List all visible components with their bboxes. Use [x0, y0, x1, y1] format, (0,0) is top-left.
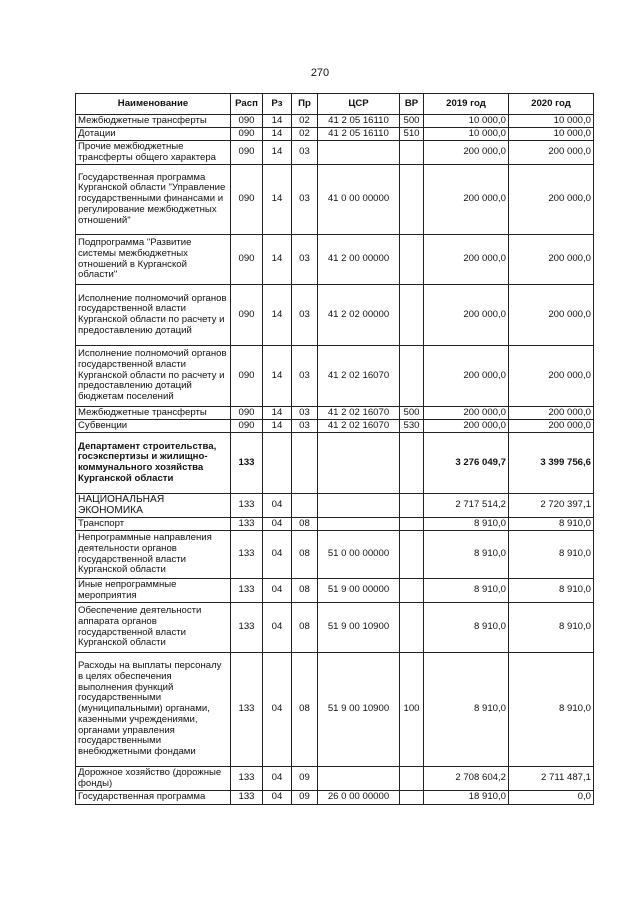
cell-2020: 8 910,0	[509, 518, 594, 531]
cell-name: Исполнение полномочий органов государственной власти Курганской области по расчету и предоставлению дотаций	[76, 285, 231, 346]
cell-rz: 14	[263, 346, 292, 407]
cell-2020: 8 910,0	[509, 603, 594, 653]
cell-rz: 04	[263, 603, 292, 653]
cell-rasp: 090	[231, 115, 263, 128]
cell-pr: 03	[292, 407, 318, 420]
cell-rasp: 090	[231, 346, 263, 407]
header-2020: 2020 год	[509, 94, 594, 115]
cell-vr	[400, 165, 424, 235]
cell-name: Прочие межбюджетные трансферты общего характера	[76, 141, 231, 165]
cell-2019: 200 000,0	[424, 346, 509, 407]
cell-rasp: 133	[231, 767, 263, 791]
cell-rz: 04	[263, 494, 292, 518]
cell-name: Межбюджетные трансферты	[76, 407, 231, 420]
cell-rasp: 090	[231, 165, 263, 235]
cell-csr: 51 0 00 00000	[318, 531, 400, 579]
cell-2019: 200 000,0	[424, 165, 509, 235]
cell-csr	[318, 518, 400, 531]
cell-vr	[400, 518, 424, 531]
cell-rz: 04	[263, 531, 292, 579]
cell-name: Подпрограмма "Развитие системы межбюджетных отношений в Курганской области"	[76, 235, 231, 285]
cell-vr	[400, 346, 424, 407]
cell-2020: 200 000,0	[509, 420, 594, 433]
cell-rasp: 090	[231, 141, 263, 165]
cell-pr: 09	[292, 791, 318, 805]
cell-name: Государственная программа	[76, 791, 231, 805]
cell-rz: 04	[263, 791, 292, 805]
cell-vr: 510	[400, 128, 424, 141]
cell-2019: 10 000,0	[424, 128, 509, 141]
cell-2019: 3 276 049,7	[424, 433, 509, 494]
cell-2019: 2 708 604,2	[424, 767, 509, 791]
cell-csr	[318, 767, 400, 791]
header-pr: Пр	[292, 94, 318, 115]
cell-name: Дотации	[76, 128, 231, 141]
table-body	[76, 115, 594, 805]
cell-2020: 200 000,0	[509, 407, 594, 420]
cell-pr: 03	[292, 141, 318, 165]
table-row	[76, 235, 594, 285]
table-row	[76, 791, 594, 805]
cell-2020: 200 000,0	[509, 235, 594, 285]
cell-rasp: 090	[231, 285, 263, 346]
header-rz: Рз	[263, 94, 292, 115]
cell-rz: 14	[263, 141, 292, 165]
cell-2019: 8 910,0	[424, 579, 509, 603]
cell-rasp: 090	[231, 128, 263, 141]
cell-rz: 14	[263, 420, 292, 433]
cell-2020: 200 000,0	[509, 141, 594, 165]
cell-csr: 41 2 02 16070	[318, 346, 400, 407]
cell-pr: 08	[292, 653, 318, 767]
header-2019: 2019 год	[424, 94, 509, 115]
table-row	[76, 653, 594, 767]
cell-vr	[400, 603, 424, 653]
table-row	[76, 407, 594, 420]
cell-2019: 200 000,0	[424, 420, 509, 433]
table-row	[76, 603, 594, 653]
cell-2019: 8 910,0	[424, 653, 509, 767]
cell-vr: 530	[400, 420, 424, 433]
cell-2020: 10 000,0	[509, 128, 594, 141]
table-header-row	[76, 94, 594, 115]
cell-vr	[400, 579, 424, 603]
cell-csr: 51 9 00 00000	[318, 579, 400, 603]
cell-vr	[400, 285, 424, 346]
cell-vr: 100	[400, 653, 424, 767]
cell-csr: 51 9 00 10900	[318, 603, 400, 653]
cell-pr	[292, 433, 318, 494]
cell-name: НАЦИОНАЛЬНАЯ ЭКОНОМИКА	[76, 494, 231, 518]
cell-name: Дорожное хозяйство (дорожные фонды)	[76, 767, 231, 791]
cell-pr: 08	[292, 518, 318, 531]
cell-rasp: 133	[231, 518, 263, 531]
cell-2019: 200 000,0	[424, 141, 509, 165]
cell-vr	[400, 531, 424, 579]
page-number: 270	[310, 67, 330, 79]
cell-csr: 41 2 02 16070	[318, 407, 400, 420]
cell-vr: 500	[400, 115, 424, 128]
cell-2020: 2 720 397,1	[509, 494, 594, 518]
cell-csr: 41 2 02 00000	[318, 285, 400, 346]
cell-rasp: 090	[231, 420, 263, 433]
table-row	[76, 579, 594, 603]
cell-2019: 8 910,0	[424, 518, 509, 531]
cell-name: Государственная программа Курганской области "Управление государственными финансами и регулирование межбюджетных отношений"	[76, 165, 231, 235]
cell-name: Обеспечение деятельности аппарата органов государственной власти Курганской области	[76, 603, 231, 653]
table-row	[76, 141, 594, 165]
cell-pr: 03	[292, 165, 318, 235]
cell-2020: 200 000,0	[509, 346, 594, 407]
table-row	[76, 165, 594, 235]
cell-2020: 0,0	[509, 791, 594, 805]
cell-2019: 2 717 514,2	[424, 494, 509, 518]
cell-rasp: 133	[231, 531, 263, 579]
cell-csr	[318, 141, 400, 165]
cell-pr: 03	[292, 346, 318, 407]
cell-2020: 8 910,0	[509, 579, 594, 603]
cell-rz: 14	[263, 115, 292, 128]
cell-rasp: 090	[231, 235, 263, 285]
budget-table	[75, 93, 594, 805]
cell-rz: 04	[263, 767, 292, 791]
cell-csr: 41 2 05 16110	[318, 128, 400, 141]
cell-2019: 10 000,0	[424, 115, 509, 128]
header-rasp: Расп	[231, 94, 263, 115]
cell-csr	[318, 433, 400, 494]
cell-pr	[292, 494, 318, 518]
cell-rasp: 133	[231, 791, 263, 805]
cell-rasp: 133	[231, 433, 263, 494]
cell-2019: 18 910,0	[424, 791, 509, 805]
cell-rasp: 090	[231, 407, 263, 420]
cell-rz: 04	[263, 653, 292, 767]
cell-name: Исполнение полномочий органов государственной власти Курганской области по расчету и предоставлению дотаций бюджетам поселений	[76, 346, 231, 407]
cell-name: Транспорт	[76, 518, 231, 531]
table-row	[76, 767, 594, 791]
cell-2019: 8 910,0	[424, 531, 509, 579]
header-name: Наименование	[76, 94, 231, 115]
cell-pr: 03	[292, 420, 318, 433]
cell-rasp: 133	[231, 603, 263, 653]
cell-2019: 200 000,0	[424, 285, 509, 346]
cell-name: Расходы на выплаты персоналу в целях обеспечения выполнения функций государственными (муниципальными) органами, казенными учреждениями, органами управления государственными внебюджетными фондами	[76, 653, 231, 767]
table-row	[76, 531, 594, 579]
cell-name: Департамент строительства, госэкспертизы и жилищно-коммунального хозяйства Курганской области	[76, 433, 231, 494]
cell-csr: 41 0 00 00000	[318, 165, 400, 235]
cell-pr: 08	[292, 531, 318, 579]
cell-name: Субвенции	[76, 420, 231, 433]
table-row	[76, 518, 594, 531]
cell-pr: 02	[292, 115, 318, 128]
cell-csr: 26 0 00 00000	[318, 791, 400, 805]
cell-vr	[400, 433, 424, 494]
cell-2020: 200 000,0	[509, 165, 594, 235]
cell-vr	[400, 767, 424, 791]
cell-name: Иные непрограммные мероприятия	[76, 579, 231, 603]
cell-vr	[400, 791, 424, 805]
table-row	[76, 346, 594, 407]
cell-rasp: 133	[231, 494, 263, 518]
cell-2020: 8 910,0	[509, 531, 594, 579]
cell-2020: 8 910,0	[509, 653, 594, 767]
cell-2019: 8 910,0	[424, 603, 509, 653]
cell-pr: 03	[292, 235, 318, 285]
cell-2020: 2 711 487,1	[509, 767, 594, 791]
cell-csr: 41 2 00 00000	[318, 235, 400, 285]
table-row	[76, 285, 594, 346]
cell-rz	[263, 433, 292, 494]
cell-rz: 14	[263, 235, 292, 285]
cell-2020: 3 399 756,6	[509, 433, 594, 494]
cell-csr: 41 2 02 16070	[318, 420, 400, 433]
header-vr: ВР	[400, 94, 424, 115]
cell-vr	[400, 141, 424, 165]
cell-2019: 200 000,0	[424, 235, 509, 285]
cell-rz: 14	[263, 128, 292, 141]
table-row	[76, 115, 594, 128]
cell-pr: 02	[292, 128, 318, 141]
cell-name: Непрограммные направления деятельности органов государственной власти Курганской области	[76, 531, 231, 579]
cell-pr: 08	[292, 603, 318, 653]
cell-csr: 41 2 05 16110	[318, 115, 400, 128]
cell-rz: 14	[263, 407, 292, 420]
cell-rz: 04	[263, 579, 292, 603]
cell-vr	[400, 235, 424, 285]
cell-pr: 08	[292, 579, 318, 603]
table-row	[76, 420, 594, 433]
cell-name: Межбюджетные трансферты	[76, 115, 231, 128]
cell-rz: 14	[263, 165, 292, 235]
cell-pr: 03	[292, 285, 318, 346]
table-row	[76, 494, 594, 518]
cell-vr	[400, 494, 424, 518]
cell-csr: 51 9 00 10900	[318, 653, 400, 767]
cell-rz: 04	[263, 518, 292, 531]
table-row	[76, 433, 594, 494]
cell-2020: 200 000,0	[509, 285, 594, 346]
cell-csr	[318, 494, 400, 518]
table-row	[76, 128, 594, 141]
cell-vr: 500	[400, 407, 424, 420]
cell-rz: 14	[263, 285, 292, 346]
cell-pr: 09	[292, 767, 318, 791]
cell-rasp: 133	[231, 579, 263, 603]
header-csr: ЦСР	[318, 94, 400, 115]
cell-2020: 10 000,0	[509, 115, 594, 128]
cell-2019: 200 000,0	[424, 407, 509, 420]
cell-rasp: 133	[231, 653, 263, 767]
